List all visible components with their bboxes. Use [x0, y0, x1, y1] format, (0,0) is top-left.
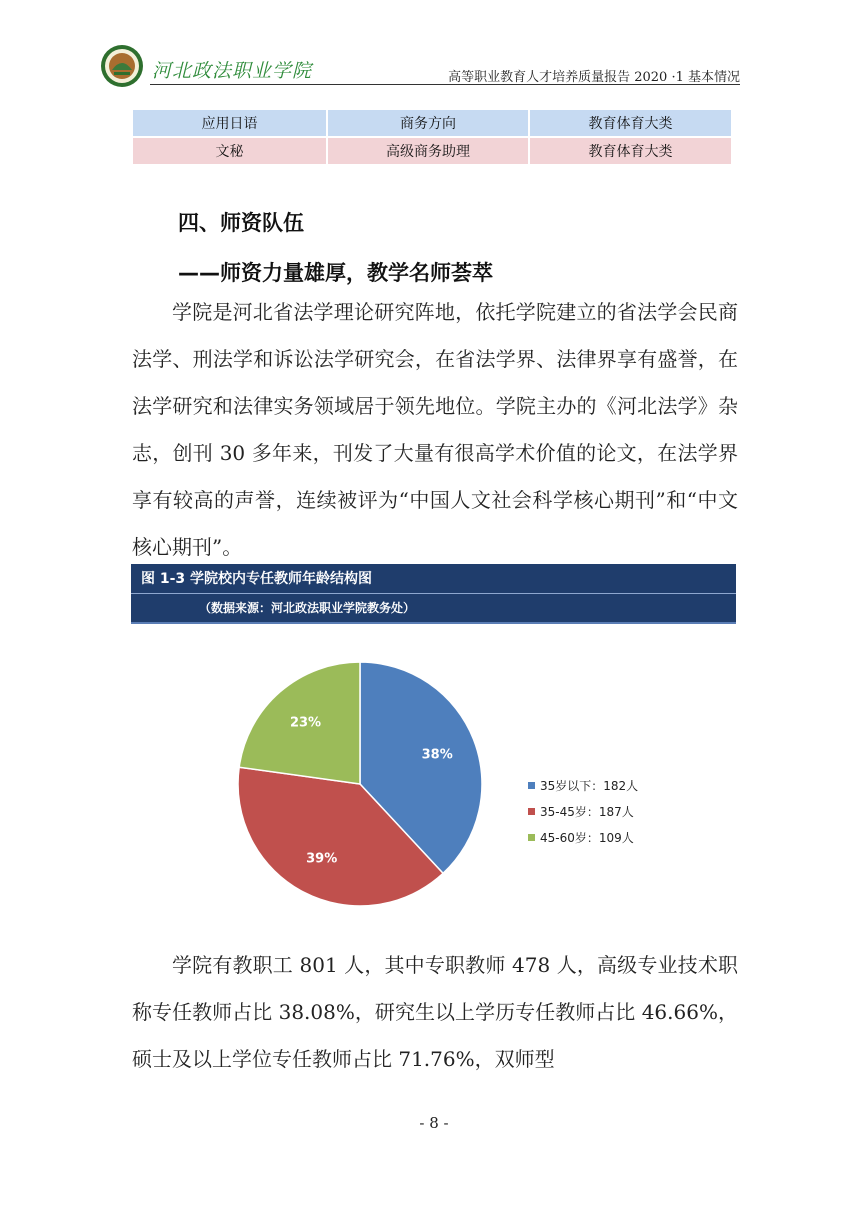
- pie-percent-label: 39%: [306, 851, 338, 867]
- school-logo: [100, 44, 144, 88]
- table-cell: 应用日语: [133, 110, 326, 136]
- figure-divider: [131, 593, 736, 594]
- table-row: [133, 110, 731, 136]
- legend-label: 35-45岁：187人: [540, 805, 634, 819]
- header-divider: [150, 84, 740, 85]
- table-row: [133, 138, 731, 164]
- figure-banner: [131, 564, 736, 624]
- legend-label: 45-60岁：109人: [540, 831, 634, 845]
- table-cell: 教育体育大类: [530, 110, 731, 136]
- table-cell: 高级商务助理: [328, 138, 528, 164]
- page-header: [100, 40, 740, 88]
- figure-title: 图 1-3 学院校内专任教师年龄结构图: [141, 571, 373, 587]
- legend-swatch: [528, 834, 535, 841]
- pie-percent-label: 38%: [421, 747, 453, 763]
- school-name: 河北政法职业学院: [152, 60, 313, 82]
- page-number: - 8 -: [419, 1114, 449, 1132]
- pie-percent-label: 23%: [289, 715, 322, 731]
- legend-swatch: [528, 782, 535, 789]
- table-cell: 教育体育大类: [530, 138, 731, 164]
- section-title: 四、师资队伍: [178, 211, 304, 235]
- paragraph-staff: 学院有教职工 801 人，其中专职教师 478 人，高级专业技术职称专任教师占比 38.08%，研究生以上学历专任教师占比 46.66%，硕士及以上学位专任教师占比 71.76%，双师型: [132, 953, 738, 1071]
- table-cell: 文秘: [133, 138, 326, 164]
- paragraph-research: 学院是河北省法学理论研究阵地，依托学院建立的省法学会民商法学、刑法学和诉讼法学研究会，在省法学界、法律界享有盛誉，在法学研究和法律实务领域居于领先地位。学院主办的《河北法学》杂志，创刊 30 多年来，刊发了大量有很高学术价值的论文，在法学界享有较高的声誉，连续被评为“中国人文社会科学核心期刊”和“中文核心期刊”。: [132, 300, 738, 559]
- legend-swatch: [528, 808, 535, 815]
- majors-table: [131, 108, 733, 166]
- figure-source: （数据来源：河北政法职业学院教务处）: [199, 601, 416, 615]
- section-subtitle: ——师资力量雄厚，教学名师荟萃: [178, 261, 493, 285]
- report-title: 高等职业教育人才培养质量报告 2020 ·1 基本情况: [448, 70, 740, 85]
- legend-label: 35岁以下：182人: [540, 779, 639, 793]
- age-pie-chart: [131, 630, 736, 930]
- table-cell: 商务方向: [328, 110, 528, 136]
